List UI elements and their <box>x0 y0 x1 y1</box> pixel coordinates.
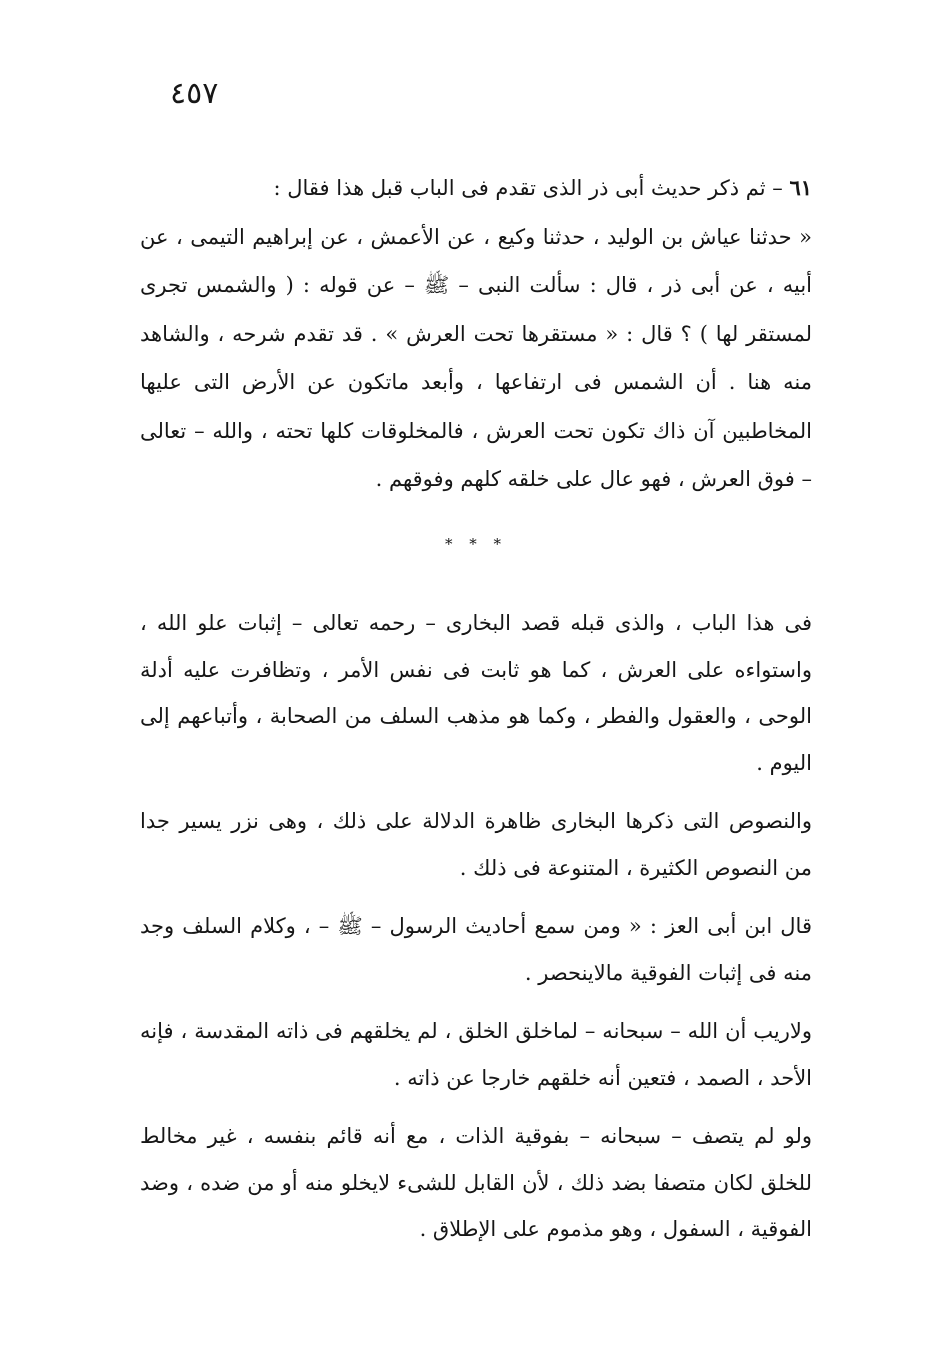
page-number: ٤٥٧ <box>170 76 219 111</box>
hadith-body: « حدثنا عياش بن الوليد ، حدثنا وكيع ، عن الأعمش ، عن إبراهيم التيمى ، عن أبيه ، عن أبى ذر ، قال : سألت النبى – ﷺ – عن قوله : ( والشمس تجرى لمستقر لها ) ؟ قال : « مستقرها تحت العرش » . قد تقدم شرحه ، والشاهد منه هنا . أن الشمس فى ارتفاعها ، وأبعد ماتكون عن الأرض التى عليها المخاطبين آن ذاك تكون تحت العرش ، فالمخلوقات كلها تحته ، والله – تعالى – فوق العرش ، فهو عال على خلقه كلهم وفوقهم . <box>140 224 812 491</box>
hadith-heading <box>140 164 812 213</box>
commentary-paragraph: ولو لم يتصف – سبحانه – بفوقية الذات ، مع أنه قائم بنفسه ، غير مخالط للخلق لكان متصفا بضد ذلك ، لأن القابل للشىء لايخلو منه أو من ضده ، وضد الفوقية ، السفول ، وهو مذموم على الإطلاق . <box>140 1124 812 1241</box>
commentary-paragraph: فى هذا الباب ، والذى قبله قصد البخارى – رحمه تعالى – إثبات علو الله ، واستواءه على العرش ، كما هو ثابت فى نفس الأمر ، وتظافرت عليه أدلة الوحى ، والعقول والفطر ، وكما هو مذهب السلف من الصحابة ، وأتباعهم إلى اليوم . <box>140 611 812 775</box>
section-separator: * * * <box>444 535 508 553</box>
hadith-number: ٦١ <box>789 175 812 200</box>
commentary-paragraph: قال ابن أبى العز : « ومن سمع أحاديث الرسول – ﷺ – ، وكلام السلف وجد منه فى إثبات الفوقية مالاينحصر . <box>140 914 812 985</box>
commentary-paragraph: والنصوص التى ذكرها البخارى ظاهرة الدلالة على ذلك ، وهى نزر يسير جدا من النصوص الكثيرة ، المتنوعة فى ذلك . <box>140 809 812 880</box>
commentary-section <box>140 600 812 1253</box>
commentary-paragraph: ولاريب أن الله – سبحانه – لماخلق الخلق ، لم يخلقهم فى ذاته المقدسة ، فإنه الأحد ، الصمد ، فتعين أنه خلقهم خارجا عن ذاته . <box>140 1019 812 1090</box>
hadith-section <box>140 164 812 504</box>
hadith-intro: – ثم ذكر حديث أبى ذر الذى تقدم فى الباب قبل هذا فقال : <box>273 176 790 200</box>
